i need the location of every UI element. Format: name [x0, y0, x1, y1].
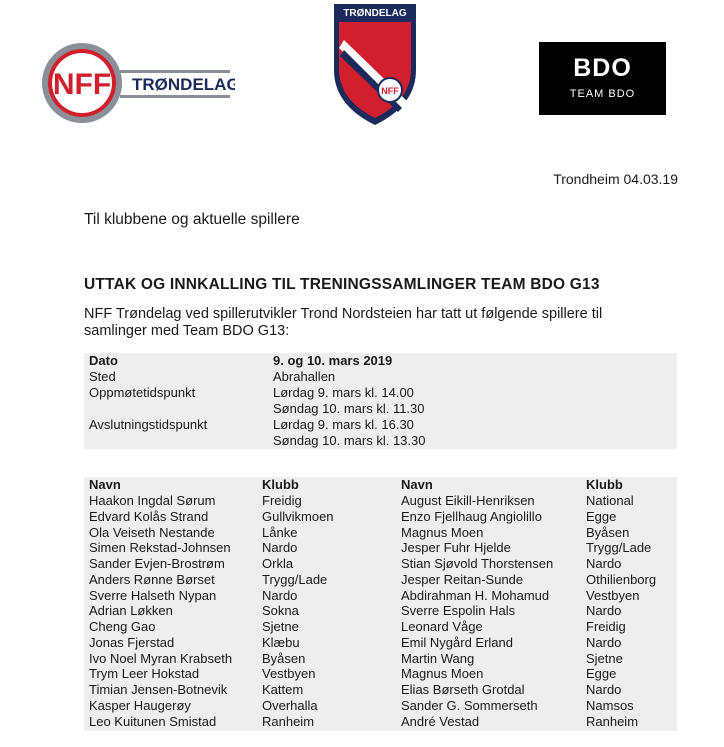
- player-club: Nardo: [586, 556, 622, 571]
- player-row: [84, 635, 677, 651]
- info-value: Lørdag 9. mars kl. 16.30: [273, 417, 414, 432]
- player-club: Vestbyen: [262, 666, 316, 682]
- player-name: Sverre Espolin Hals: [401, 603, 516, 619]
- player-row: [84, 666, 677, 682]
- player-club: Ranheim: [262, 713, 315, 729]
- player-club: Lånke: [262, 524, 298, 540]
- player-name: Jonas Fjerstad: [89, 634, 175, 650]
- player-row: [84, 603, 677, 619]
- svg-text:NFF: NFF: [52, 68, 112, 101]
- player-name: Leonard Våge: [401, 619, 483, 634]
- player-row: [84, 540, 677, 556]
- player-club: Othilienborg: [586, 571, 657, 587]
- bdo-wordmark: BDO: [573, 54, 632, 82]
- info-row: [89, 353, 679, 369]
- player-club: Byåsen: [586, 524, 630, 540]
- player-name: August Eikill-Henriksen: [401, 493, 535, 508]
- info-value: 9. og 10. mars 2019: [273, 353, 393, 368]
- column-header: Klubb: [262, 477, 299, 492]
- player-selection-table: [84, 477, 677, 731]
- player-club: Nardo: [262, 587, 298, 603]
- player-name: Timian Jensen-Botnevik: [89, 682, 228, 697]
- info-label: Sted: [89, 369, 116, 384]
- player-club: Sjetne: [586, 650, 623, 666]
- info-row: [89, 401, 679, 417]
- player-club: Vestbyen: [586, 587, 640, 603]
- player-club: Egge: [586, 508, 617, 524]
- info-label: Avslutningstidspunkt: [89, 417, 208, 432]
- nff-trondelag-logo: [40, 40, 235, 126]
- player-name: Trym Leer Hokstad: [89, 666, 200, 682]
- player-club: Gullvikmoen: [262, 508, 334, 524]
- player-name: Abdirahman H. Mohamud: [401, 587, 550, 603]
- column-header: Klubb: [586, 477, 623, 492]
- player-row: [84, 493, 677, 509]
- player-name: Edvard Kolås Strand: [89, 508, 209, 524]
- player-club: Freidig: [262, 493, 302, 508]
- info-value: Abrahallen: [273, 369, 336, 384]
- info-row: [89, 369, 679, 385]
- player-name: Ivo Noel Myran Krabseth: [89, 650, 233, 666]
- player-club: Overhalla: [262, 697, 318, 713]
- player-club: Freidig: [586, 619, 626, 634]
- svg-text:NFF: NFF: [381, 86, 399, 96]
- player-club: Orkla: [262, 556, 294, 571]
- info-value: Søndag 10. mars kl. 11.30: [273, 401, 425, 416]
- player-row: [84, 682, 677, 698]
- player-name: Adrian Løkken: [89, 603, 173, 619]
- player-club: Klæbu: [262, 634, 300, 650]
- player-name: Magnus Moen: [401, 524, 484, 540]
- info-row: [89, 433, 679, 449]
- player-club: Ranheim: [586, 713, 639, 729]
- info-label: Oppmøtetidspunkt: [89, 385, 196, 400]
- info-label: Dato: [89, 353, 118, 368]
- player-club: Nardo: [262, 540, 298, 556]
- player-row: [84, 651, 677, 667]
- player-name: Cheng Gao: [89, 619, 156, 634]
- player-row: [84, 556, 677, 572]
- column-header: Navn: [401, 477, 433, 492]
- player-row: [84, 509, 677, 525]
- player-row: [84, 525, 677, 541]
- player-name: Simen Rekstad-Johnsen: [89, 540, 231, 556]
- player-name: Enzo Fjellhaug Angiolillo: [401, 508, 542, 524]
- bdo-subtitle: TEAM BDO: [569, 88, 636, 100]
- trondelag-crest-logo: [330, 0, 420, 128]
- player-row: [84, 588, 677, 604]
- player-name: André Vestad: [401, 713, 480, 729]
- player-name: Ola Veiseth Nestande: [89, 524, 215, 540]
- player-name: Magnus Moen: [401, 666, 484, 682]
- player-club: Trygg/Lade: [262, 571, 328, 587]
- player-name: Sander Evjen-Brostrøm: [89, 556, 225, 571]
- info-row: [89, 385, 679, 401]
- info-value: Lørdag 9. mars kl. 14.00: [273, 385, 414, 400]
- player-club: Nardo: [586, 603, 622, 619]
- player-club: Trygg/Lade: [586, 540, 652, 556]
- player-club: Nardo: [586, 682, 622, 697]
- player-club: Kattem: [262, 682, 304, 697]
- player-name: Leo Kuitunen Smistad: [89, 713, 217, 729]
- player-header-row: [84, 477, 677, 493]
- player-club: Sokna: [262, 603, 299, 619]
- player-club: Egge: [586, 666, 617, 682]
- intro-paragraph: NFF Trøndelag ved spillerutvikler Trond Nordsteien har tatt ut følgende spillere til samlinger med Team BDO G13:: [84, 306, 603, 339]
- session-info-table: [84, 353, 677, 449]
- player-name: Sverre Halseth Nypan: [89, 587, 217, 603]
- column-header: Navn: [89, 477, 121, 492]
- salutation: Til klubbene og aktuelle spillere: [84, 211, 300, 228]
- player-name: Sander G. Sommerseth: [401, 697, 538, 713]
- player-row: [84, 572, 677, 588]
- player-name: Martin Wang: [401, 650, 475, 666]
- player-club: Namsos: [586, 697, 634, 713]
- team-bdo-logo: [539, 42, 666, 115]
- player-row: [84, 714, 677, 730]
- player-name: Haakon Ingdal Sørum: [89, 493, 216, 508]
- player-name: Stian Sjøvold Thorstensen: [401, 556, 554, 571]
- player-name: Elias Børseth Grotdal: [401, 682, 525, 697]
- player-name: Emil Nygård Erland: [401, 634, 513, 650]
- player-row: [84, 619, 677, 635]
- date-line: Trondheim 04.03.19: [553, 171, 678, 187]
- player-name: Kasper Haugerøy: [89, 697, 191, 713]
- document-heading: UTTAK OG INNKALLING TIL TRENINGSSAMLINGER TEAM BDO G13: [84, 276, 600, 293]
- player-name: Anders Rønne Børset: [89, 571, 215, 587]
- player-club: Nardo: [586, 634, 622, 650]
- player-name: Jesper Fuhr Hjelde: [401, 540, 511, 556]
- player-row: [84, 698, 677, 714]
- player-club: Byåsen: [262, 650, 306, 666]
- player-name: Jesper Reitan-Sunde: [401, 571, 524, 587]
- player-club: National: [586, 493, 634, 508]
- info-value: Søndag 10. mars kl. 13.30: [273, 433, 426, 448]
- svg-text:TRØNDELAG: TRØNDELAG: [132, 75, 235, 94]
- player-club: Sjetne: [262, 619, 299, 634]
- info-row: [89, 417, 679, 433]
- svg-text:TRØNDELAG: TRØNDELAG: [343, 8, 407, 19]
